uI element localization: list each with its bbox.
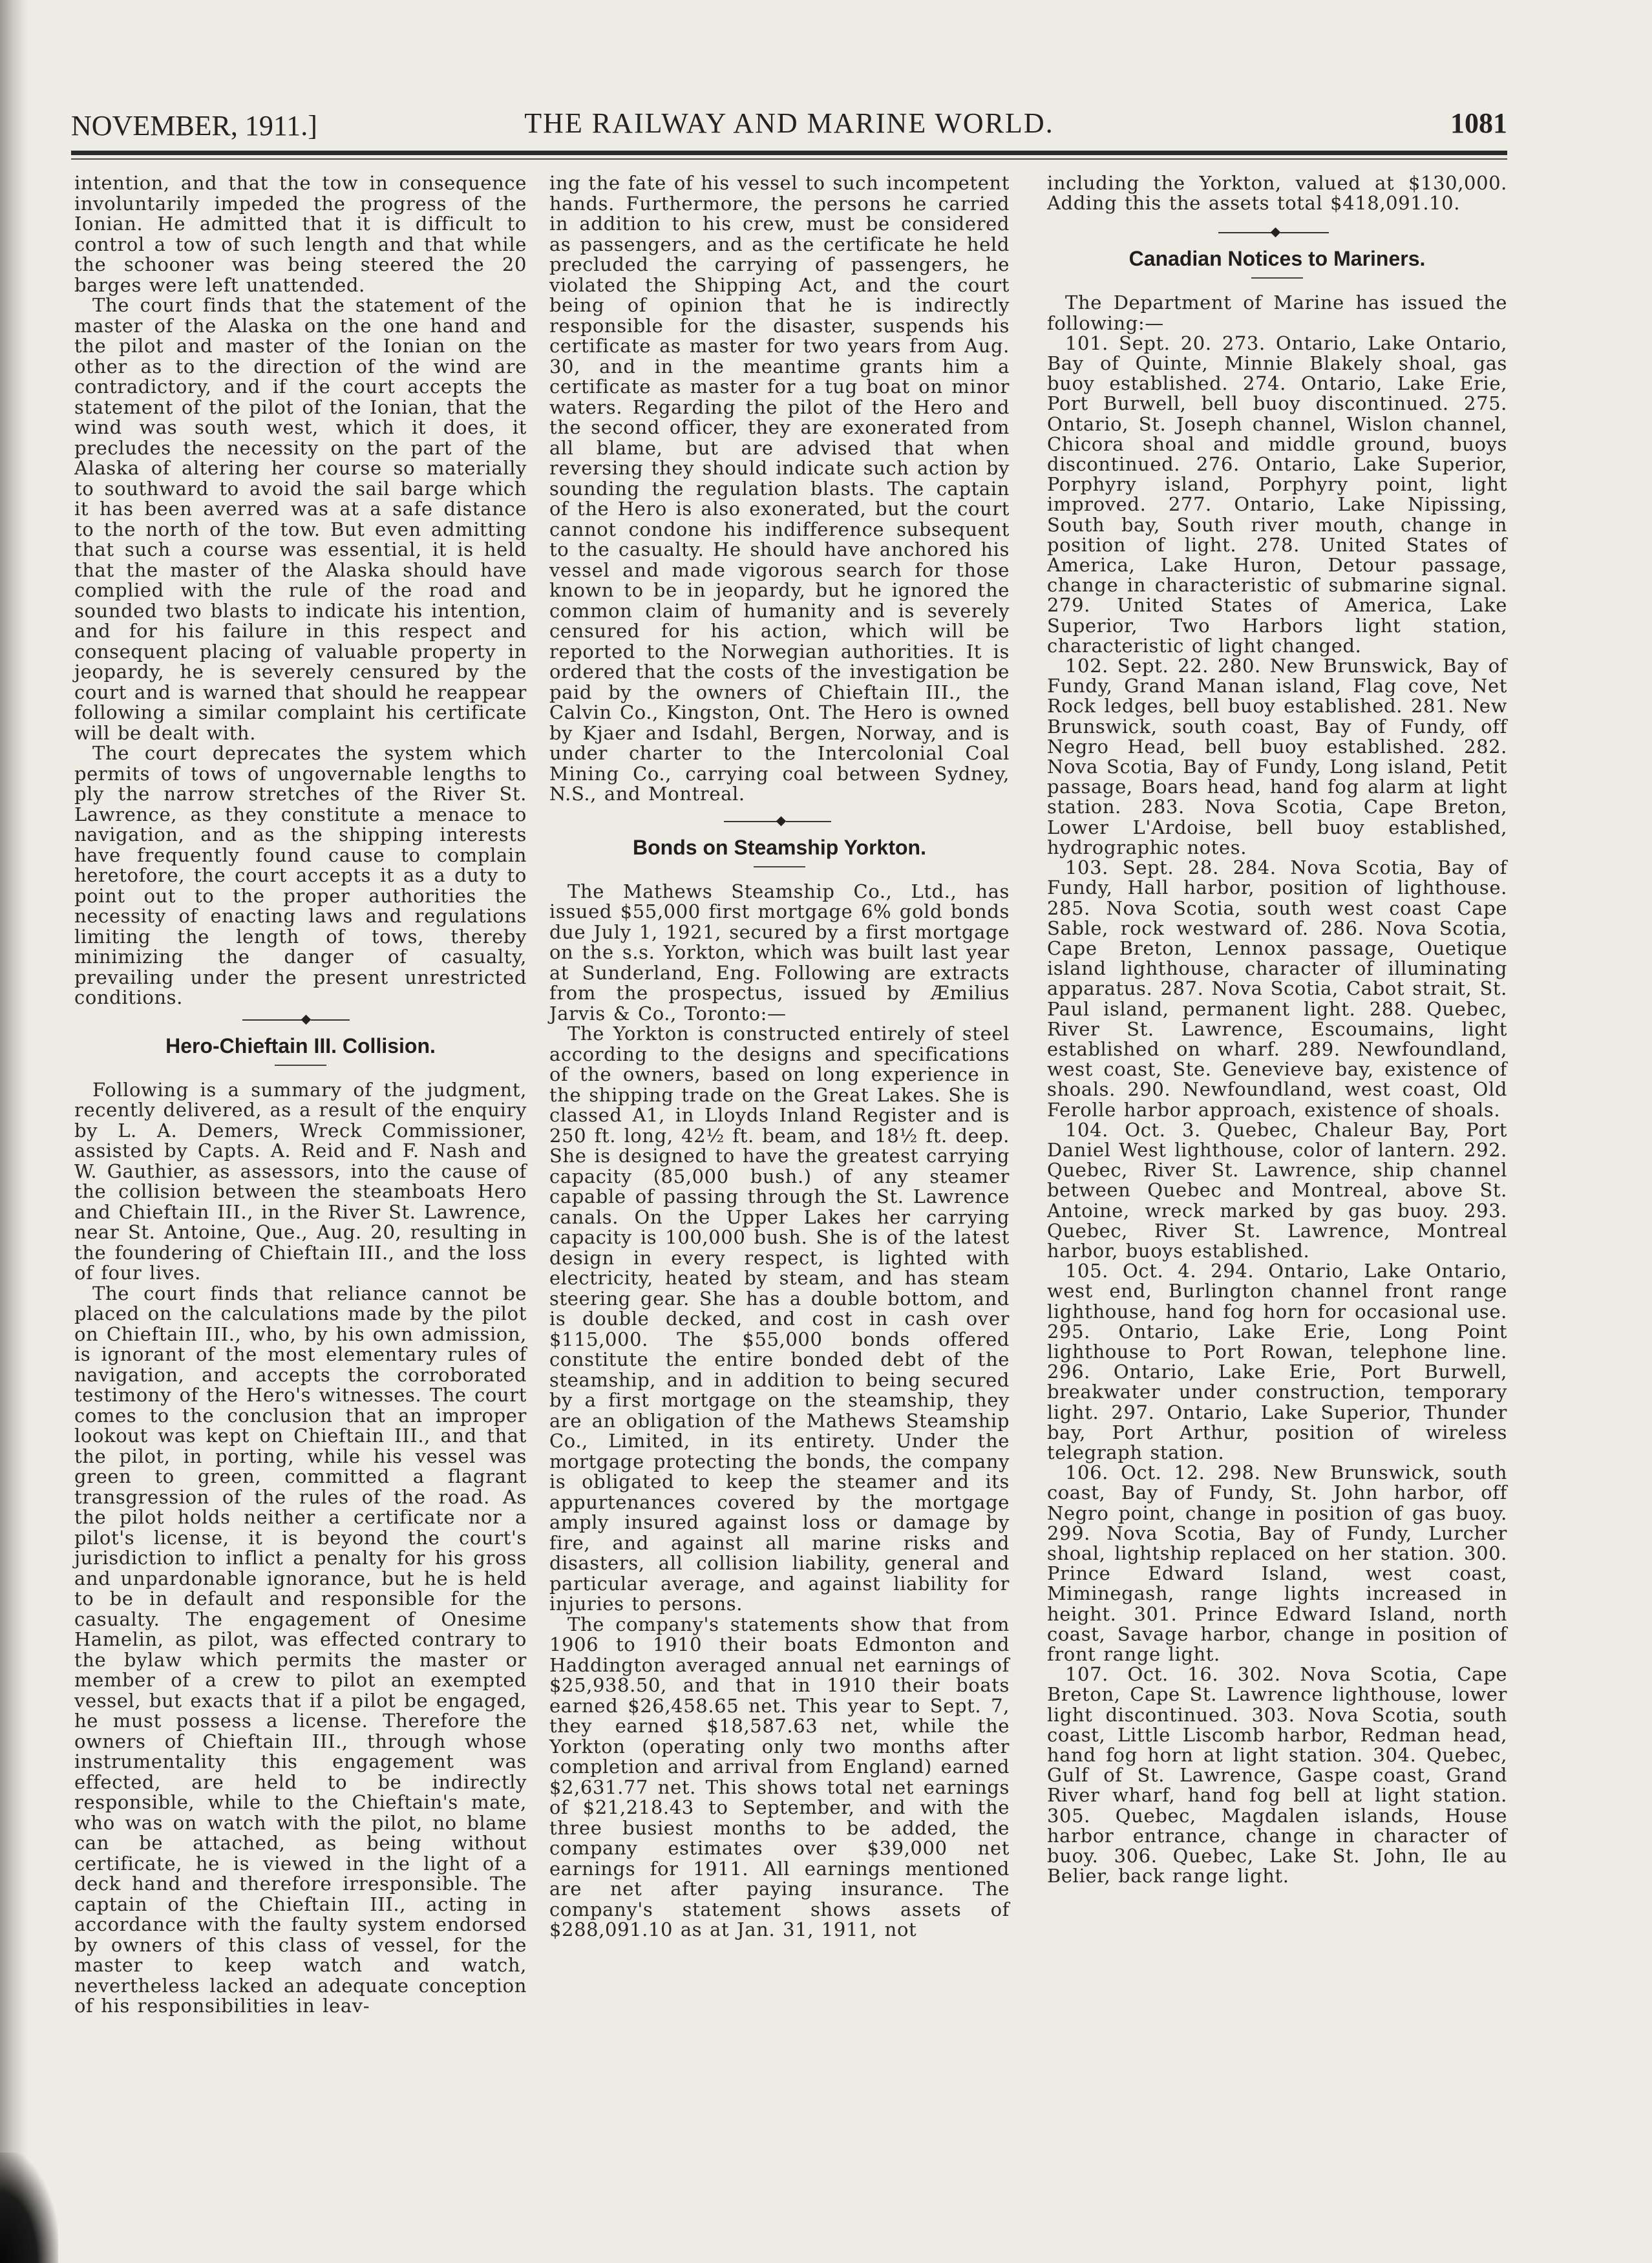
paragraph-yorkton-description: The Yorkton is constructed entirely of steel according to the designs and specifications of the owners, based on long experience in the shipping trade on the Great Lakes. She is classed A1, in Lloyds Inland Register and is 250 ft. long, 42½ ft. beam, and 18½ ft. deep. She is designed to have the greatest carrying capacity (85,000 bush.) of any steamer capable of passing through the St. Lawrence canals. On the Upper Lakes her carrying capacity is 100,000 bush. She is of the latest design in every respect, is lighted with electricity, heated by steam, and has steam steering gear. She has a double bottom, and is double decked, and cost in cash over $115,000. The $55,000 bonds offered constitute the entire bonded debt of the steamship, and in addition to being secured by a first mortgage on the steamship, they are an obligation of the Mathews Steamship Co., Limited, in its entirety. Under the mortgage protecting the bonds, the company is obligated to keep the steamer and its appurtenances covered by the mortgage amply insured against loss or damage by fire, and against all marine risks and disasters, all collision liability, general and particular average, and against liability for injuries to persons. (549, 1023, 1010, 1615)
section-ornament (74, 1015, 527, 1025)
notice-106: 106. Oct. 12. 298. New Brunswick, south coast, Bay of Fundy, St. John harbor, off Negro point, change in position of gas buoy. 299. Nova Scotia, Bay of Fundy, Lurcher shoal, lightship replaced on her station. 300. Prince Edward Island, west coast, Miminegash, range lights increased in height. 301. Prince Edward Island, north coast, Savage harbor, change in position of front range light. (1047, 1461, 1507, 1666)
paragraph-bonds-issue: The Mathews Steamship Co., Ltd., has issued $55,000 first mortgage 6% gold bonds due July 1, 1921, secured by a first mortgage on the s.s. Yorkton, which was built last year at Sunderland, Eng. Following are extracts from the prospectus, issued by Æmilius Jarvis & Co., Toronto:— (549, 880, 1010, 1025)
notice-103: 103. Sept. 28. 284. Nova Scotia, Bay of Fundy, Hall harbor, position of lighthouse. 285. Nova Scotia, south west coast Cape Sable, rock westward of. 286. Nova Scotia, Cape Breton, Lennox passage, Ouetique island lighthouse, character of illuminating apparatus. 287. Nova Scotia, Cabot strait, St. Paul island, permanent light. 288. Quebec, River St. Lawrence, Escoumains, light established on wharf. 289. Newfoundland, west coast, Ste. Genevieve bay, existence of shoals. 290. Newfoundland, west coast, Old Ferolle harbor approach, existence of shoals. (1047, 856, 1507, 1121)
section-ornament (1047, 228, 1507, 238)
column-middle (549, 173, 1010, 1940)
running-head (71, 107, 1507, 145)
paragraph-continued: ing the fate of his vessel to such incompetent hands. Furthermore, the persons he carried in addition to his crew, must be considered as passengers, and as the certificate he held precluded the carrying of passengers, he violated the Shipping Act, and the court being of opinion that he is indirectly responsible for the disaster, suspends his certificate as master for two years from Aug. 30, and in the meantime grants him a certificate as master for a tug boat on minor waters. Regarding the pilot of the Hero and the second officer, they are exonerated from all blame, but are advised that when reversing they should indicate such action by sounding the regulation blasts. The captain of the Hero is also exonerated, but the court cannot condone his indifference subsequent to the casualty. He should have anchored his vessel and made vigorous search for those known to be in jeopardy, but he ignored the common claim of humanity and is severely censured for his action, which will be reported to the Norwegian authorities. It is ordered that the costs of the investigation be paid by the owners of Chieftain III., the Calvin Co., Kingston, Ont. The Hero is owned by Kjaer and Isdahl, Bergen, Norway, and is under charter to the Intercolonial Coal Mining Co., carrying coal between Sydney, N.S., and Montreal. (549, 172, 1010, 805)
page-number: 1081 (1450, 107, 1507, 139)
issue-date: NOVEMBER, 1911.] (71, 110, 317, 142)
heading-rule (1251, 277, 1303, 279)
heading-rule (754, 866, 805, 867)
paragraph-notices-intro: The Department of Marine has issued the following:— (1047, 292, 1507, 334)
page-corner-shadow (0, 2152, 58, 2263)
column-right (1047, 173, 1507, 1886)
header-rule-thick (71, 151, 1507, 155)
heading-hero-chieftain: Hero-Chieftain III. Collision. (165, 1034, 436, 1057)
paragraph-continued: intention, and that the tow in consequence involuntarily impeded the progress of the Ionian. He admitted that it is difficult to control a tow of such length and that while the schooner was being steered the 20 barges were left unattended. (74, 172, 527, 296)
notice-104: 104. Oct. 3. Quebec, Chaleur Bay, Port Daniel West lighthouse, color of lantern. 292. Quebec, River St. Lawrence, ship channel between Quebec and Montreal, above St. Antoine, wreck marked by gas buoy. 293. Quebec, River St. Lawrence, Montreal harbor, buoys established. (1047, 1118, 1507, 1262)
journal-title: THE RAILWAY AND MARINE WORLD. (524, 107, 1054, 139)
heading-bonds-yorkton: Bonds on Steamship Yorkton. (633, 835, 926, 859)
paragraph-continued: including the Yorkton, valued at $130,000. Adding this the assets total $418,091.10. (1047, 172, 1507, 215)
notice-102: 102. Sept. 22. 280. New Brunswick, Bay of Fundy, Grand Manan island, Flag cove, Net Rock ledges, bell buoy established. 281. New Brunswick, south coast, Bay of Fundy, off Negro Head, bell buoy established. 282. Nova Scotia, Bay of Fundy, Long island, Petit passage, Boars head, hand fog alarm at light station. 283. Nova Scotia, Cape Breton, Lower L'Ardoise, bell buoy established, hydrographic notes. (1047, 655, 1507, 858)
heading-notices-mariners: Canadian Notices to Mariners. (1128, 247, 1426, 271)
column-left (74, 173, 527, 2017)
notice-107: 107. Oct. 16. 302. Nova Scotia, Cape Breton, Cape St. Lawrence lighthouse, lower light discontinued. 303. Nova Scotia, south coast, Little Liscomb harbor, Redman head, hand fog horn at light station. 304. Quebec, Gulf of St. Lawrence, Gaspe coast, Grand River wharf, hand fog bell at light station. 305. Quebec, Magdalen islands, House harbor entrance, change in character of buoy. 306. Quebec, Lake St. John, Ile au Belier, back range light. (1047, 1663, 1507, 1887)
paragraph-hero-summary: Following is a summary of the judgment, recently delivered, as a result of the enquiry by L. A. Demers, Wreck Commissioner, assisted by Capts. A. Reid and F. Nash and W. Gauthier, as assessors, into the cause of the collision between the steamboats Hero and Chieftain III., in the River St. Lawrence, near St. Antoine, Que., Aug. 20, resulting in the foundering of Chieftain III., and the loss of four lives. (74, 1078, 527, 1284)
notice-101: 101. Sept. 20. 273. Ontario, Lake Ontario, Bay of Quinte, Minnie Blakely shoal, gas buoy established. 274. Ontario, Lake Erie, Port Burwell, bell buoy discontinued. 275. Ontario, St. Joseph channel, Wislon channel, Chicora shoal and middle ground, buoys discontinued. 276. Ontario, Lake Superior, Porphyry island, Porphyry point, light improved. 277. Ontario, Lake Nipissing, South bay, South river mouth, change in position of light. 278. United States of America, Lake Huron, Detour passage, change in characteristic of submarine signal. 279. United States of America, Lake Superior, Two Harbors light station, characteristic of light changed. (1047, 332, 1507, 657)
paragraph-alaska-finding: The court finds that the statement of the master of the Alaska on the one hand and the pilot and master of the Ionian on the other as to the direction of the wind are contradictory, and if the court accepts the statement of the pilot of the Ionian, that the wind was south west, which it does, it precludes the necessity on the part of the Alaska of altering her course so materially to southward to avoid the sail barge which it has been averred was at a safe distance to the north of the tow. But even admitting that such a course was essential, it is held that the master of the Alaska should have complied with the rule of the road and sounded two blasts to indicate his intention, and for his failure in this respect and consequent placing of valuable property in jeopardy, he is severely censured by the court and is warned that should he reappear following a similar complaint his certificate will be dealt with. (74, 294, 527, 744)
heading-rule (275, 1065, 326, 1066)
header-rule-thin (71, 158, 1507, 160)
notice-105: 105. Oct. 4. 294. Ontario, Lake Ontario, west end, Burlington channel front range lighthouse, hand fog horn for occasional use. 295. Ontario, Lake Erie, Long Point lighthouse to Port Rowan, telephone line. 296. Ontario, Lake Erie, Port Burwell, breakwater under construction, temporary light. 297. Ontario, Lake Superior, Thunder bay, Port Arthur, position of wireless telegraph station. (1047, 1260, 1507, 1463)
section-ornament (549, 816, 1010, 827)
paragraph-earnings: The company's statements show that from 1906 to 1910 their boats Edmonton and Haddington averaged annual net earnings of $25,938.50, and that in 1910 their boats earned $26,458.65 net. This year to Sept. 7, they earned $18,587.63 net, while the Yorkton (operating only two months after completion and arrival from England) earned $2,631.77 net. This shows total net earnings of $21,218.43 to September, and with the three busiest months to be added, the company estimates over $39,000 net earnings for 1911. All earnings mentioned are net after paying insurance. The company's statement shows assets of $288,091.10 as at Jan. 31, 1911, not (549, 1613, 1010, 1940)
paragraph-hero-findings: The court finds that reliance cannot be placed on the calculations made by the pilot on Chieftain III., who, by his own admission, is ignorant of the most elementary rules of navigation, and accepts the corroborated testimony of the Hero's witnesses. The court comes to the conclusion that an improper lookout was kept on Chieftain III., and that the pilot, in porting, while his vessel was green to green, committed a flagrant transgression of the rules of the road. As the pilot holds neither a certificate nor a pilot's license, it is beyond the court's jurisdiction to inflict a penalty for his gross and unpardonable ignorance, but he is held to be in default and responsible for the casualty. The engagement of Onesime Hamelin, as pilot, was effected contrary to the bylaw which permits the master or member of a crew to pilot an exempted vessel, but exacts that if a pilot be engaged, he must possess a license. Therefore the owners of Chieftain III., through whose instrumentality this engagement was effected, are held to be indirectly responsible, while to the Chieftain's mate, who was on watch with the pilot, no blame can be attached, as being without certificate, he is viewed in the light of a deck hand and therefore irresponsible. The captain of the Chieftain III., acting in accordance with the faulty system endorsed by owners of this class of vessel, for the master to keep watch and watch, nevertheless lacked an adequate conception of his responsibilities in leav- (74, 1282, 527, 2017)
binding-shadow (0, 0, 27, 2263)
paragraph-tows-deprecation: The court deprecates the system which permits of tows of ungovernable lengths to ply the narrow stretches of the River St. Lawrence, as they constitute a menace to navigation, and as the shipping interests have frequently found cause to complain heretofore, the court accepts it as a duty to point out to the proper authorities the necessity of enacting laws and regulations limiting the length of tows, thereby minimizing the danger of casualty, prevailing under the present unrestricted conditions. (74, 742, 527, 1008)
